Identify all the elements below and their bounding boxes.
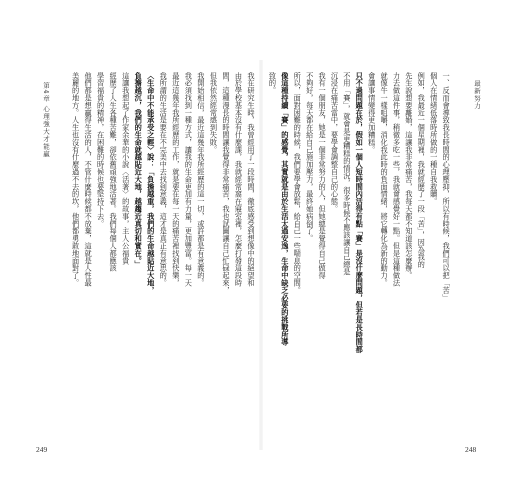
text-column: 他們都是想贏得生活的人，不管什麼時候都不放棄，這就是人性最 [84, 72, 94, 287]
text-column: 沉浸在痛苦當中，要學會調整自己的心態。 [330, 72, 340, 213]
text-column: 我必須找到一種方式，讓我的生命更加有力量，更加豐富。每一天 [184, 72, 194, 287]
text-column: 先生說想要離婚，這讓我非常痛苦，我每天都不知道該怎麼辦。 [404, 72, 414, 280]
text-column: 個人在情緒低落時所做的一種自我救贖。 [429, 72, 439, 206]
left-page-body [69, 72, 257, 432]
book-gutter [259, 60, 263, 450]
text-column: 間，這種漫長的時間讓我覺得非常痛苦，我也試圖讓自己忙碌起來， [221, 72, 231, 294]
text-column: 〈生命中不能承受之輕〉說：「負擔越重，我們的生命越貼近大地， [146, 72, 156, 294]
text-column: 學習福貴的精神，在困難的時候也要堅持下去。 [96, 72, 106, 228]
text-column: 所以，面對困難的時候，我們要學會放鬆，給自己一些喘息的空間。 [293, 72, 303, 294]
right-page-header: 最新努力 [473, 80, 481, 110]
text-column: 但我依然經常感到失敗。 [209, 72, 219, 154]
left-page-header: 第4章 心理強大才能贏 [42, 82, 50, 158]
text-column: 會讓事情變得更加糟糕。 [367, 72, 377, 154]
text-column: 力去做這件事，稍微多吃一些，我就會感覺好一點。但是這種做法 [392, 72, 402, 287]
text-column: 不用「賽」，就會是更糟糕的情況，很多時候不應該讓自己總是 [342, 72, 352, 276]
text-column: 美麗的地方。人生也沒有什麼過不去的坎，他們都勇敢地面對了。 [71, 72, 81, 287]
text-column: 我開始相信，最近這幾年我所經歷的這一切，或許都是有意義的。 [196, 72, 206, 287]
text-column: 這讓我想起了作家余華的小說〈活著〉的故事，主人公福貴 [121, 72, 131, 265]
text-column: 我在研究生時，我曾經用了一段時間，徹底感受到想像中的絕望和 [247, 72, 257, 287]
text-column: 不夠好，每天都在給自己施加壓力，最終她病倒了。 [305, 72, 315, 243]
text-column: 像這種持續「賽」的感覺，其實就是由於生活太過安逸，生命中缺乏必要的挑戰所導 [280, 72, 290, 346]
text-column: 致的。 [268, 72, 278, 95]
text-column: 經歷了人生各種苦難，卻依舊頑強地活著。我們每個人都應該 [109, 72, 119, 272]
text-column: 我有一個朋友，她是一個非常努力的人，但她總是覺得自己做得 [318, 72, 328, 280]
left-page-number: 249 [36, 445, 48, 454]
text-column: 只不過問題在於，假如一個人短時間內活得有點「賽」是沒什麼問題，但若是長時間都 [355, 72, 365, 354]
text-column: 就像牛一樣咀嚼，消化我此時的負面情緒，將它轉化為新的動力。 [380, 72, 390, 287]
text-column: 例如，我最近一個星期裡，我就經歷了一段「苦」，因為我的 [417, 72, 427, 269]
text-column: 我所謂的生活是要在不完美中去找到意義，這才是真正有意思的。 [159, 72, 169, 287]
right-page-body [266, 72, 452, 432]
text-column: 最近這幾年我所經歷的工作，就是要在每一天的痛苦裡找到快樂， [171, 72, 181, 287]
text-column: 負擔越沉，我們的生命就越貼近大地，越趨近真切和實在。」 [134, 72, 144, 269]
text-column: 由於學校基本沒有什麼課，我就經常窩在寢室裡，怎麼打發這段時 [234, 72, 244, 287]
right-page-number: 248 [465, 445, 477, 454]
text-column: 一、反而會導致我長時間的心理壓抑，所以有時候，我們可以把「苦」 [442, 72, 452, 302]
